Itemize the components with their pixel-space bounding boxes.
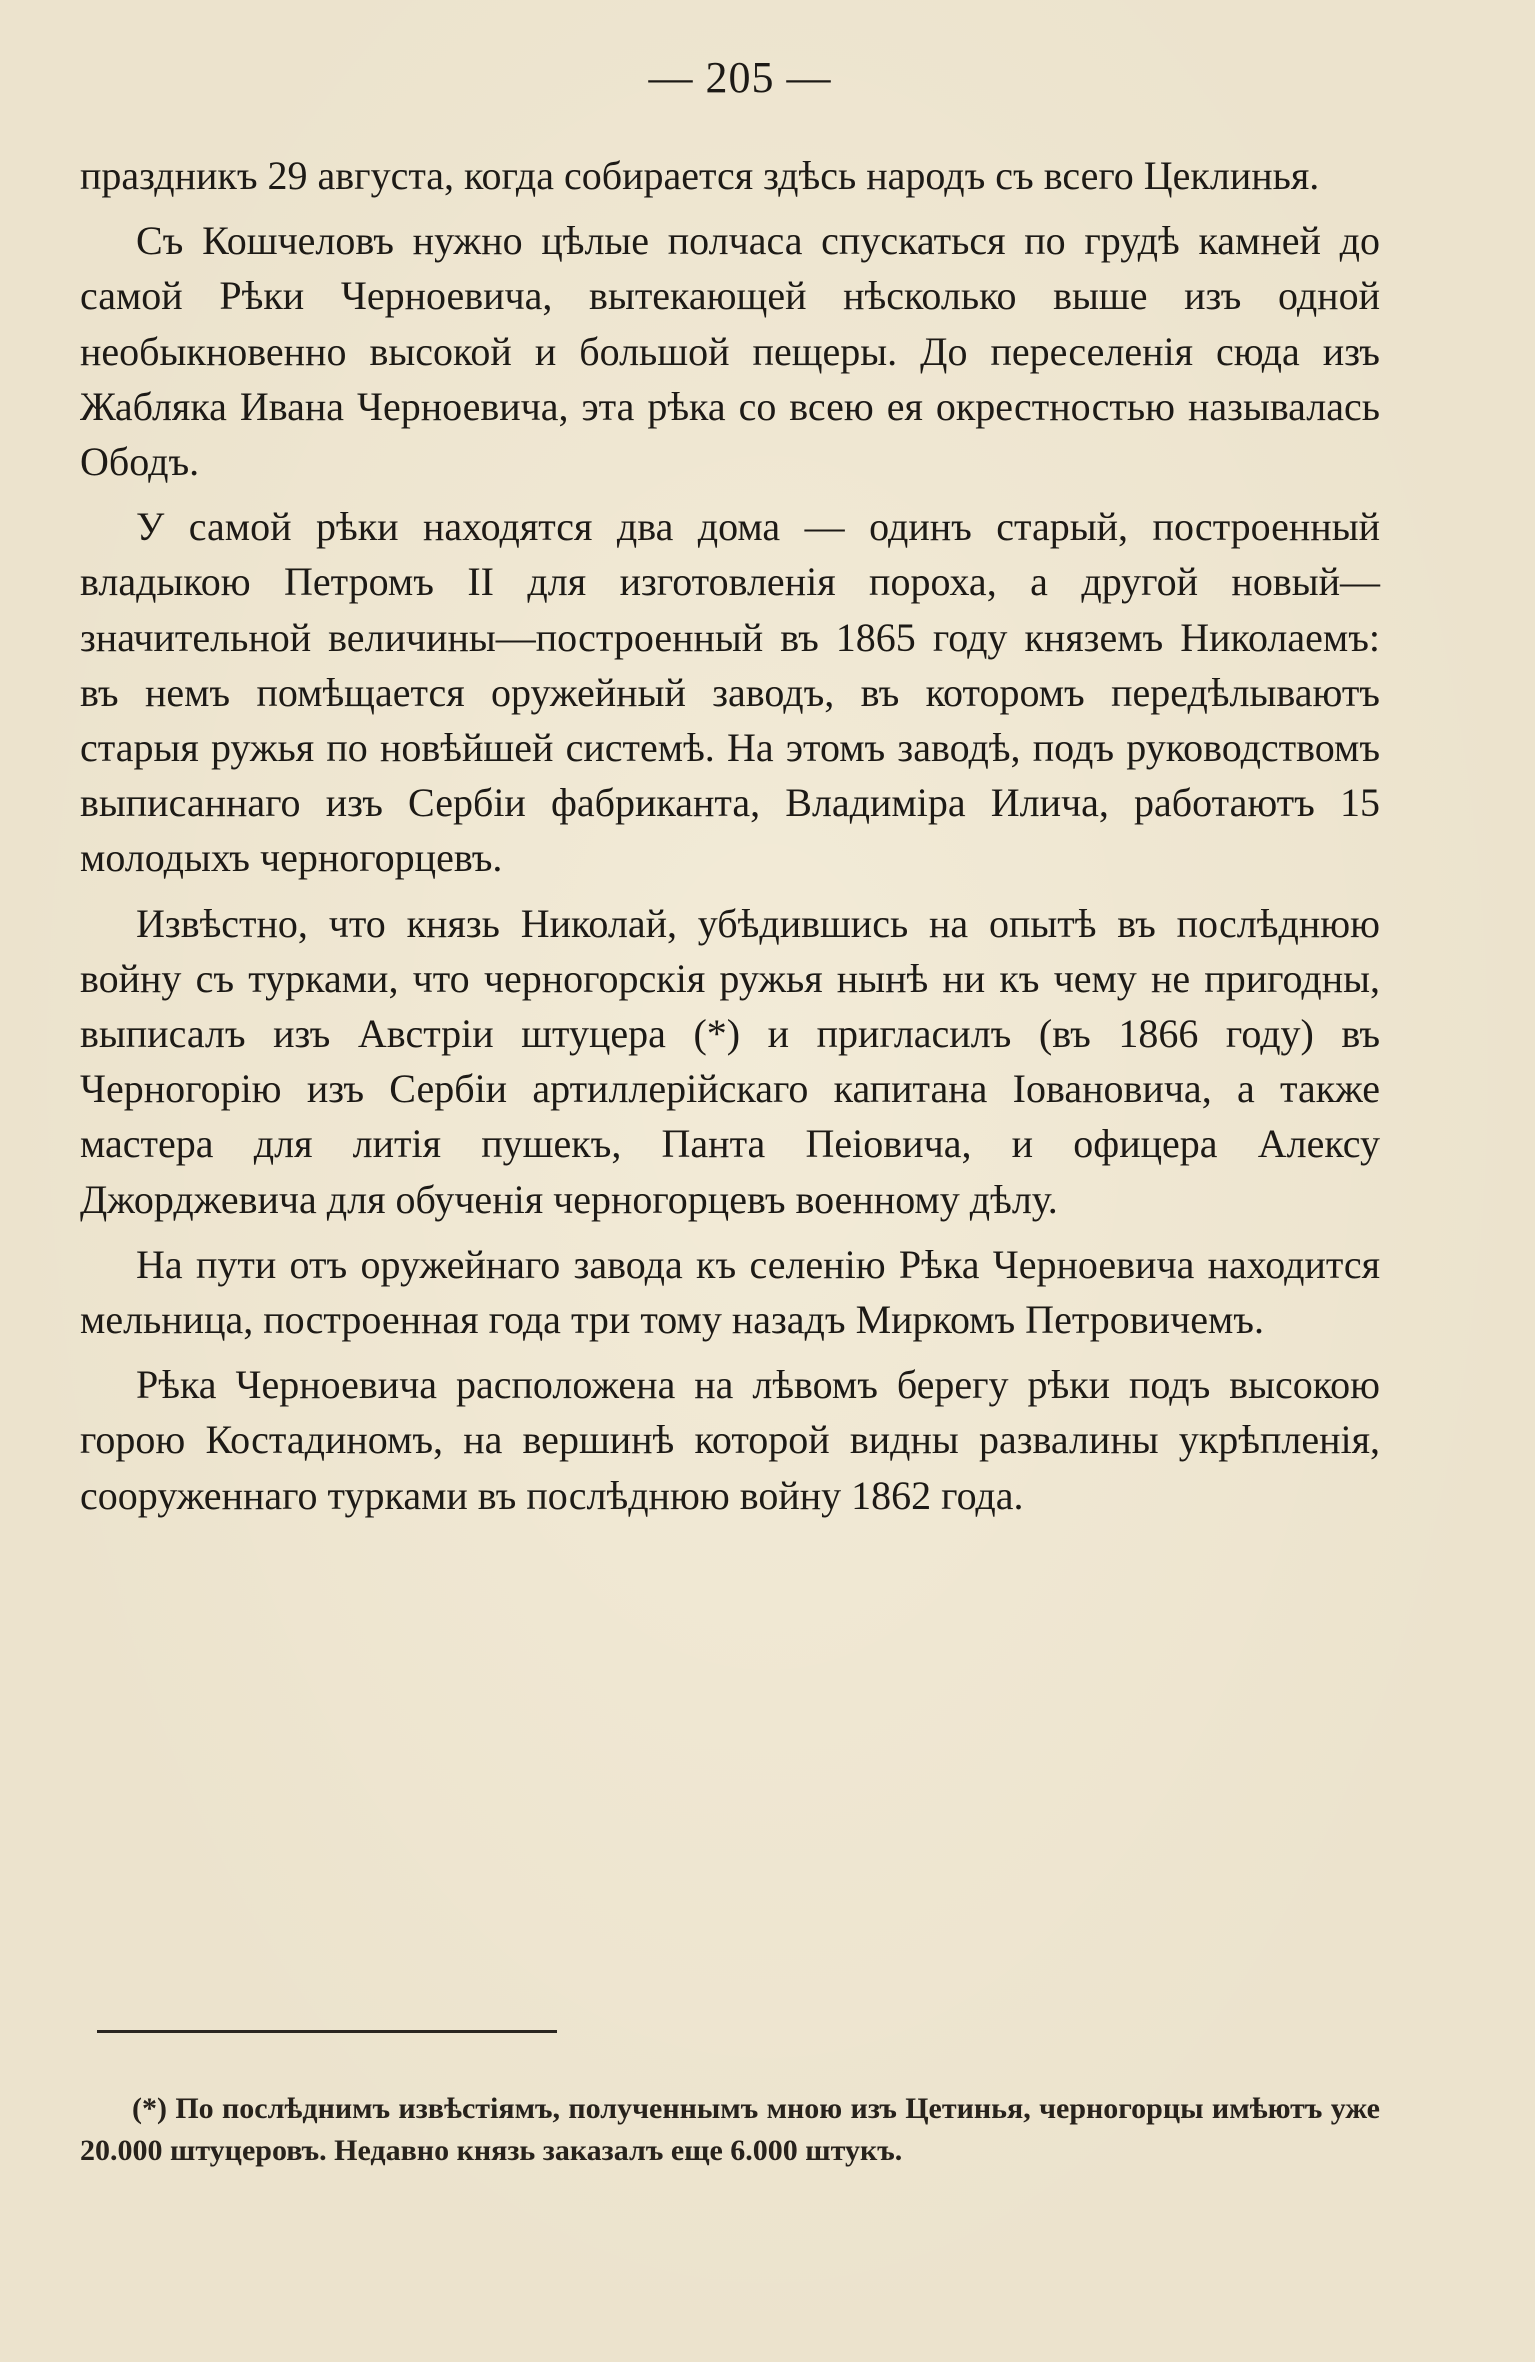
footnote: (*) По послѣднимъ извѣстіямъ, полученнымъ мною изъ Цетинья, черногорцы имѣютъ уже 20.000 штуцеровъ. Недавно князь заказалъ еще 6.000 штукъ. (80, 2092, 1380, 2167)
footnote-divider (97, 2030, 557, 2033)
paragraph-3: У самой рѣки находятся два дома — одинъ старый, построенный владыкою Петромъ II для изготовленія пороха, а другой новый—значительной величины—построенный въ 1865 году княземъ Николаемъ: въ немъ помѣщается оружейный заводъ, въ которомъ передѣлываютъ старыя ружья по новѣйшей системѣ. На этомъ заводѣ, подъ руководствомъ выписаннаго изъ Сербіи фабриканта, Владиміра Илича, работаютъ 15 молодыхъ черногорцевъ. (80, 504, 1380, 881)
paragraph-1: праздникъ 29 августа, когда собирается здѣсь народъ съ всего Цеклинья. (80, 153, 1320, 198)
body-text (80, 148, 1380, 1533)
paragraph-2: Съ Кошчеловъ нужно цѣлые полчаса спускаться по грудѣ камней до самой Рѣки Черноевича, вытекающей нѣсколько выше изъ одной необыкновенно высокой и большой пещеры. До переселенія сюда изъ Жабляка Ивана Черноевича, эта рѣка со всею ея окрестностью называлась Ободъ. (80, 218, 1380, 485)
paragraph-6: Рѣка Черноевича расположена на лѣвомъ берегу рѣки подъ высокою горою Костадиномъ, на вершинѣ которой видны развалины укрѣпленія, сооруженнаго турками въ послѣднюю войну 1862 года. (80, 1362, 1380, 1518)
paragraph-5: На пути отъ оружейнаго завода къ селенію Рѣка Черноевича находится мельница, построенная года три тому назадъ Миркомъ Петровичемъ. (80, 1241, 1380, 1343)
page-number: — 205 — (648, 53, 832, 102)
paragraph-4: Извѣстно, что князь Николай, убѣдившись на опытѣ въ послѣднюю войну съ турками, что черногорскія ружья нынѣ ни къ чему не пригодны, выписалъ изъ Австріи штуцера (*) и пригласилъ (въ 1866 году) въ Черногорію изъ Сербіи артиллерійскаго капитана Іовановича, а также мастера для литія пушекъ, Панта Пеіовича, и офицера Алексу Джорджевича для обученія черногорцевъ военному дѣлу. (80, 900, 1380, 1222)
